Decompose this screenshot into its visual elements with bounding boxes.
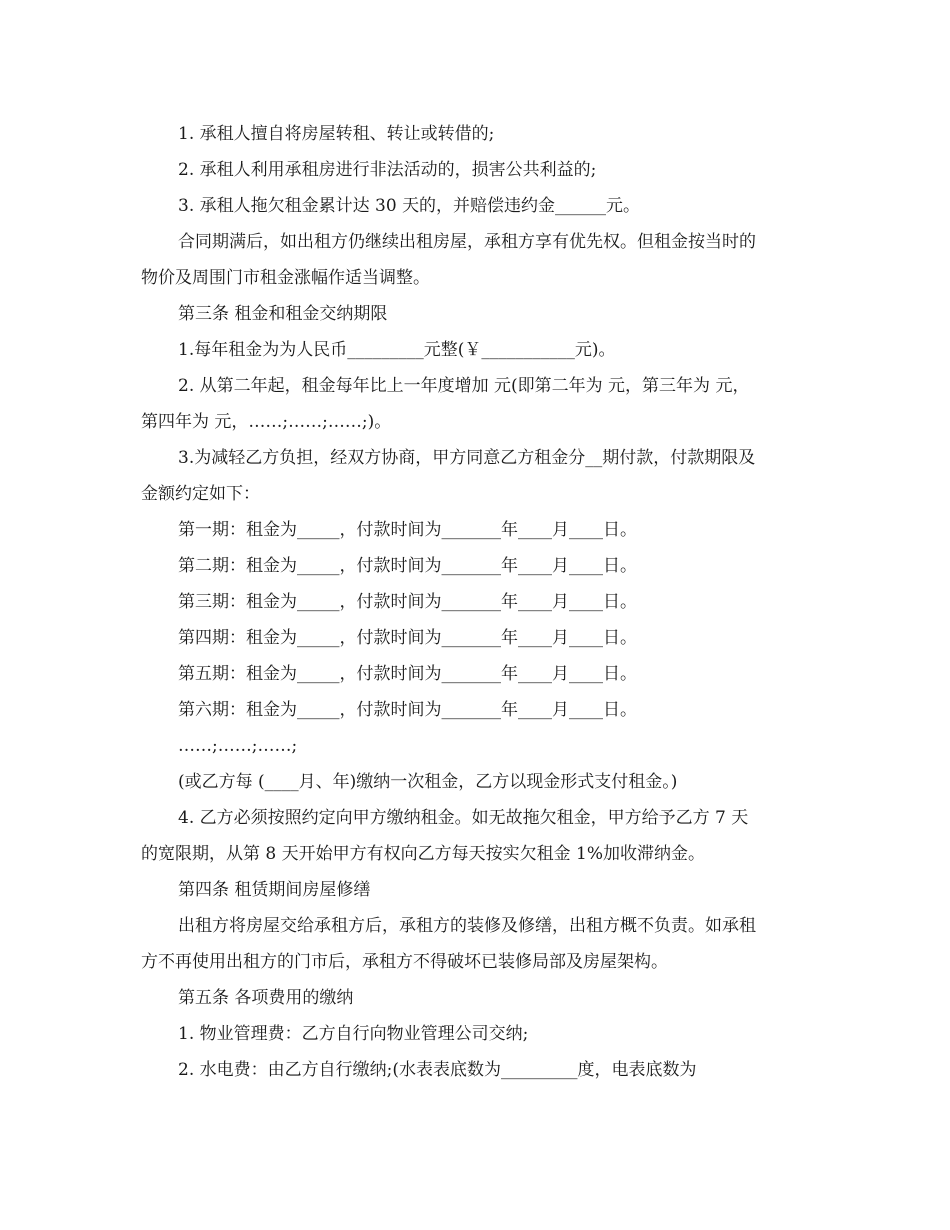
clause-line: 4. 乙方必须按照约定向甲方缴纳租金。如无故拖欠租金，甲方给予乙方 7 天 — [178, 808, 749, 828]
paragraph-line: 合同期满后，如出租方仍继续出租房屋，承租方享有优先权。但租金按当时的 — [178, 232, 756, 252]
section-heading: 第四条 租赁期间房屋修缮 — [178, 880, 371, 900]
clause-line: 3. 承租人拖欠租金累计达 30 天的，并赔偿违约金______元。 — [178, 196, 641, 216]
installment-line: 第六期：租金为_____，付款时间为_______年____月____日。 — [178, 700, 637, 720]
installment-line: 第二期：租金为_____，付款时间为_______年____月____日。 — [178, 556, 637, 576]
installment-line: 第三期：租金为_____，付款时间为_______年____月____日。 — [178, 592, 637, 612]
paragraph-line: 出租方将房屋交给承租方后，承租方的装修及修缮，出租方概不负责。如承租 — [178, 916, 756, 936]
ellipsis-line: ……;……;……; — [178, 736, 298, 756]
clause-line: 1. 物业管理费：乙方自行向物业管理公司交纳; — [178, 1024, 529, 1044]
paragraph-line: 方不再使用出租方的门市后，承租方不得破坏已装修局部及房屋架构。 — [141, 952, 668, 972]
clause-line: 3.为减轻乙方负担，经双方协商，甲方同意乙方租金分__期付款，付款期限及 — [178, 448, 756, 468]
clause-line: 金额约定如下： — [141, 484, 260, 504]
clause-line: 第四年为 元，……;……;……;)。 — [141, 412, 392, 432]
section-heading: 第五条 各项费用的缴纳 — [178, 988, 354, 1008]
clause-line: 1.每年租金为为人民币_________元整(￥___________元)。 — [178, 340, 616, 360]
installment-line: 第五期：租金为_____，付款时间为_______年____月____日。 — [178, 664, 637, 684]
section-heading: 第三条 租金和租金交纳期限 — [178, 304, 388, 324]
installment-line: 第四期：租金为_____，付款时间为_______年____月____日。 — [178, 628, 637, 648]
paragraph-line: 物价及周围门市租金涨幅作适当调整。 — [141, 268, 430, 288]
clause-line: 2. 从第二年起，租金每年比上一年度增加 元(即第二年为 元，第三年为 元， — [178, 376, 750, 396]
clause-line: 2. 水电费：由乙方自行缴纳;(水表表底数为_________度，电表底数为 — [178, 1060, 697, 1080]
clause-line: 2. 承租人利用承租房进行非法活动的，损害公共利益的; — [178, 160, 597, 180]
clause-line: 的宽限期，从第 8 天开始甲方有权向乙方每天按实欠租金 1%加收滞纳金。 — [141, 844, 705, 864]
clause-line: (或乙方每 (____月、年)缴纳一次租金，乙方以现金形式支付租金。) — [178, 772, 678, 792]
clause-line: 1. 承租人擅自将房屋转租、转让或转借的; — [178, 124, 495, 144]
installment-line: 第一期：租金为_____，付款时间为_______年____月____日。 — [178, 520, 637, 540]
